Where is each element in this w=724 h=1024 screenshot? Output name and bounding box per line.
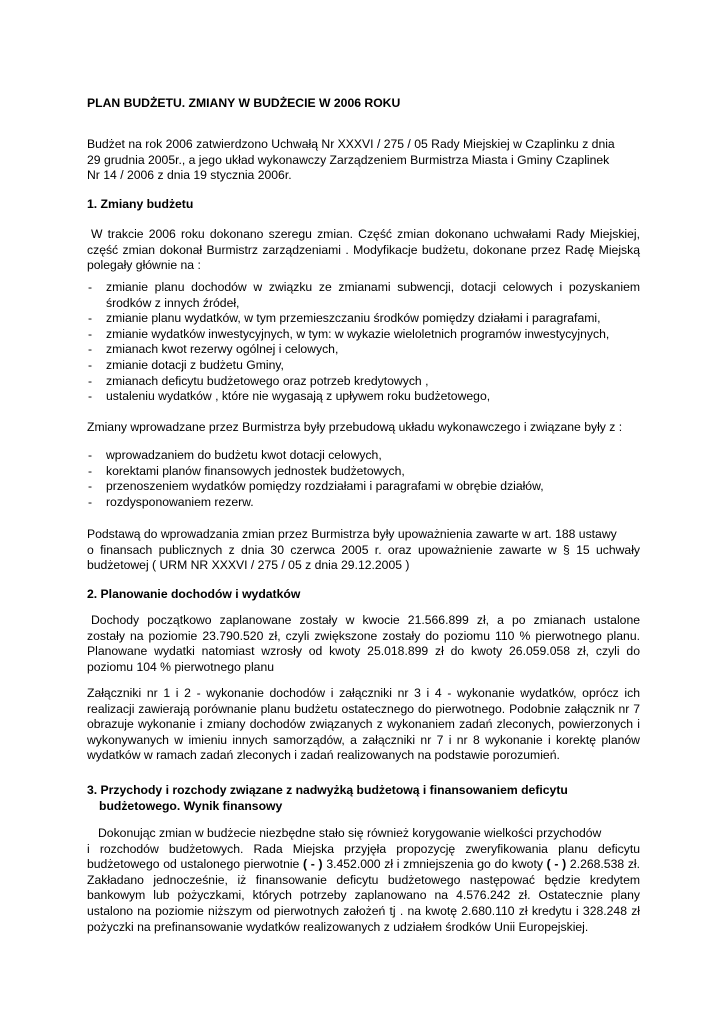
paragraph-line: Dokonując zmian w budżecie niezbędne stało się również korygowanie wielkości przychodów <box>98 826 602 840</box>
list-item: - przenoszeniem wydatków pomiędzy rozdziałami i paragrafami w obrębie działów, <box>87 479 640 495</box>
paragraph-line: obrazuje wykonanie i zmiany dochodów związanych z wykonaniem zadań zleconych, powierzonych i <box>87 717 640 732</box>
text-span: budżetowego od ustalonego pierwotnie <box>87 857 304 872</box>
list-item: - zmianie dotacji z budżetu Gminy, <box>87 358 640 374</box>
list-item: - wprowadzaniem do budżetu kwot dotacji celowych, <box>87 448 640 464</box>
list-item <box>87 280 640 311</box>
minus-sign-marker: ( - ) <box>303 857 323 872</box>
list-item: - zmianach kwot rezerwy ogólnej i celowych, <box>87 342 640 358</box>
paragraph-line: i rozchodów budżetowych. Rada Miejska przyjęła propozycję zweryfikowania planu deficytu <box>87 841 640 856</box>
section1-paragraph <box>87 227 640 274</box>
paragraph-line <box>87 857 640 873</box>
list-item-line: środków z innych źródeł, <box>106 295 240 310</box>
list-item: - zmianach deficytu budżetowego oraz potrzeb kredytowych , <box>87 374 640 390</box>
paragraph-line: realizacji zawierają porównanie planu budżetu ostatecznego do pierwotnego. Podobnie załącznik nr 7 <box>87 701 640 716</box>
heading-line: budżetowego. Wynik finansowy <box>99 798 283 813</box>
section3-heading <box>87 783 640 814</box>
intro-line: Nr 14 / 2006 z dnia 19 stycznia 2006r. <box>87 168 292 183</box>
list-item: - ustaleniu wydatków , które nie wygasają z upływem roku budżetowego, <box>87 389 640 405</box>
paragraph-line: Podstawą do wprowadzania zmian przez Burmistrza były upoważnienia zawarte w art. 188 ustawy <box>87 527 617 541</box>
minus-sign-marker: ( - ) <box>546 857 567 872</box>
list-item: - zmianie planu wydatków, w tym przemieszczaniu środków pomiędzy działami i paragrafami, <box>87 311 640 327</box>
section2-paragraph-1 <box>87 613 640 675</box>
page-title: PLAN BUDŻETU. ZMIANY W BUDŻECIE W 2006 ROKU <box>87 96 401 110</box>
changes-list <box>87 280 640 405</box>
text-span: 2.268.538 zł. <box>566 857 641 872</box>
paragraph-line: bankowym lub pożyczkami, których potrzeby zaplanowano na 4.576.242 zł. Ostatecznie plany <box>87 888 640 903</box>
paragraph-line: polegały głównie na : <box>87 258 201 273</box>
paragraph-line: Planowane wydatki natomiast wzrosły od kwoty 25.018.899 zł do kwoty 26.059.058 zł, czyli do <box>87 644 640 659</box>
heading-line: 3. Przychody i rozchody związane z nadwyżką budżetową i finansowaniem deficytu <box>87 783 568 797</box>
burmistrz-changes-list <box>87 448 640 510</box>
section2-paragraph-2 <box>87 686 640 764</box>
section3-paragraph <box>87 826 640 935</box>
paragraph-line: Dochody początkowo zaplanowane zostały w kwocie 21.566.899 zł, a po zmianach ustalone <box>91 613 640 627</box>
burmistrz-changes-intro: Zmiany wprowadzane przez Burmistrza były przebudową układu wykonawczego i związane były z : <box>87 420 623 434</box>
paragraph-line: wykonywanych w imieniu innych samorządów, a załączniki nr 7 i nr 8 wykonanie i korektę planów <box>87 732 640 747</box>
paragraph-line: pożyczki na prefinansowanie wydatków realizowanych z udziałem środków Unii Europejskiej. <box>87 919 589 934</box>
paragraph-line: W trakcie 2006 roku dokonano szeregu zmian. Część zmian dokonano uchwałami Rady Miejskiej, <box>91 227 640 241</box>
intro-paragraph <box>87 137 640 184</box>
text-span: 3.452.000 zł i zmniejszenia go do kwoty <box>322 857 547 872</box>
paragraph-line: Załączniki nr 1 i 2 - wykonanie dochodów i załączniki nr 3 i 4 - wykonanie wydatków, oprócz ich <box>87 686 640 700</box>
paragraph-line: część zmian dokonał Burmistrz zarządzeniami . Modyfikacje budżetu, dokonane przez Radę Miejską <box>87 242 640 257</box>
list-item: - zmianie wydatków inwestycyjnych, w tym: w wykazie wieloletnich programów inwestycyjnych, <box>87 327 640 343</box>
paragraph-line: Zakładano jednocześnie, iż finansowanie deficytu budżetowego następować będzie kredytem <box>87 872 640 887</box>
intro-line: Budżet na rok 2006 zatwierdzono Uchwałą Nr XXXVI / 275 / 05 Rady Miejskiej w Czaplinku z dnia <box>87 137 615 151</box>
legal-basis-paragraph <box>87 527 640 574</box>
list-item-line: - zmianie planu dochodów w związku ze zmianami subwencji, dotacji celowych i pozyskaniem <box>106 280 640 294</box>
paragraph-line: ustalono na poziomie niższym od pierwotnych założeń tj . na kwotę 2.680.110 zł kredytu i 328.248 zł <box>87 903 640 918</box>
list-item: - rozdysponowaniem rezerw. <box>87 495 640 511</box>
paragraph-line: poziomu 104 % pierwotnego planu <box>87 659 275 674</box>
paragraph-line: budżetowej ( URM NR XXXVI / 275 / 05 z dnia 29.12.2005 ) <box>87 558 410 573</box>
section2-heading: 2. Planowanie dochodów i wydatków <box>87 587 301 601</box>
list-item: - korektami planów finansowych jednostek budżetowych, <box>87 464 640 480</box>
paragraph-line: o finansach publicznych z dnia 30 czerwca 2005 r. oraz upoważnienie zawarte w § 15 uchwały <box>87 542 640 557</box>
paragraph-line: zostały na poziomie 23.790.520 zł, czyli zwiększone zostały do poziomu 110 % pierwotnego planu. <box>87 628 640 643</box>
section1-heading: 1. Zmiany budżetu <box>87 197 194 211</box>
intro-line: 29 grudnia 2005r., a jego układ wykonawczy Zarządzeniem Burmistrza Miasta i Gminy Czaplinek <box>87 152 610 167</box>
paragraph-line: wydatków w ramach zadań zleconych i zadań realizowanych na podstawie porozumień. <box>87 748 560 763</box>
